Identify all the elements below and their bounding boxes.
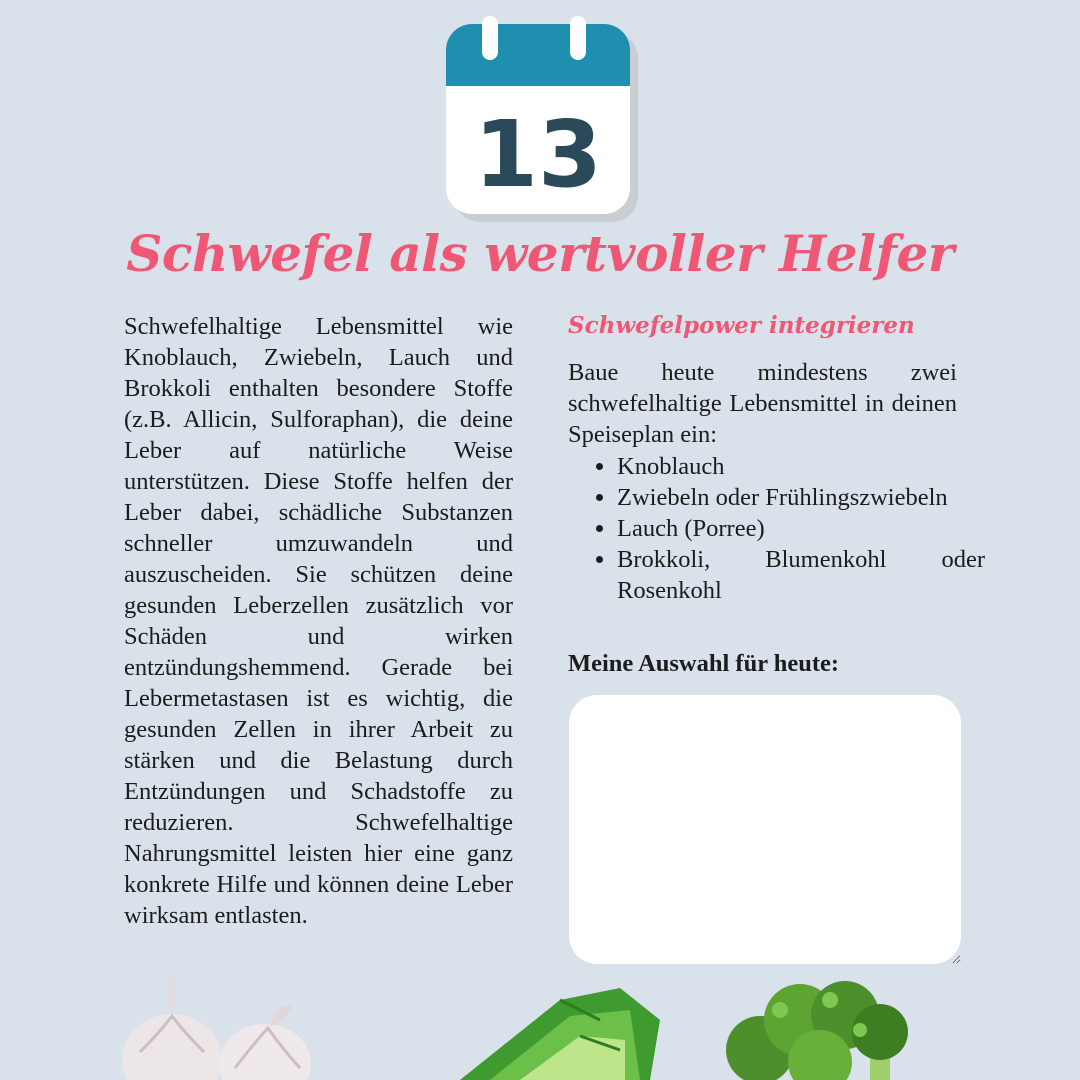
food-list	[589, 451, 985, 606]
choice-label: Meine Auswahl für heute:	[568, 650, 840, 677]
section-intro: Baue heute mindestens zwei schwefelhaltige Lebensmittel in deinen Speiseplan ein:	[568, 359, 957, 448]
calendar-icon	[438, 14, 642, 228]
list-item: • Brokkoli, Blumenkohl oder Rosenkohl	[617, 544, 985, 606]
leek-illustration	[450, 980, 680, 1080]
broccoli-illustration	[720, 970, 920, 1080]
page-title: Schwefel als wertvoller Helfer	[126, 224, 954, 283]
calendar-day: 13	[473, 101, 603, 208]
list-item: • Zwiebeln oder Frühlingszwiebeln	[617, 482, 985, 513]
body-text: Schwefelhaltige Lebensmittel wie Knoblauch, Zwiebeln, Lauch und Brokkoli enthalten besondere Stoffe (z.B. Allicin, Sulforaphan), die deine Leber auf natürliche Weise unterstützen. Diese Stoffe helfen der Leber dabei, schädliche Substanzen schneller umzuwandeln und auszuscheiden. Sie schützen deine gesunden Leberzellen zusätzlich vor Schäden und wirken entzündungshemmend. Gerade bei Lebermetastasen ist es wichtig, die gesunden Zellen in ihrer Arbeit zu stärken und die Belastung durch Entzündungen und Schadstoffe zu reduzieren. Schwefelhaltige Nahrungsmittel leisten hier eine ganz konkrete Hilfe und können deine Leber wirksam entlasten.	[124, 313, 513, 929]
garlic-illustration	[110, 972, 330, 1080]
list-item: • Lauch (Porree)	[617, 513, 985, 544]
section-subtitle: Schwefelpower integrieren	[568, 312, 915, 339]
choice-input[interactable]	[569, 695, 961, 964]
list-item: • Knoblauch	[617, 451, 985, 482]
